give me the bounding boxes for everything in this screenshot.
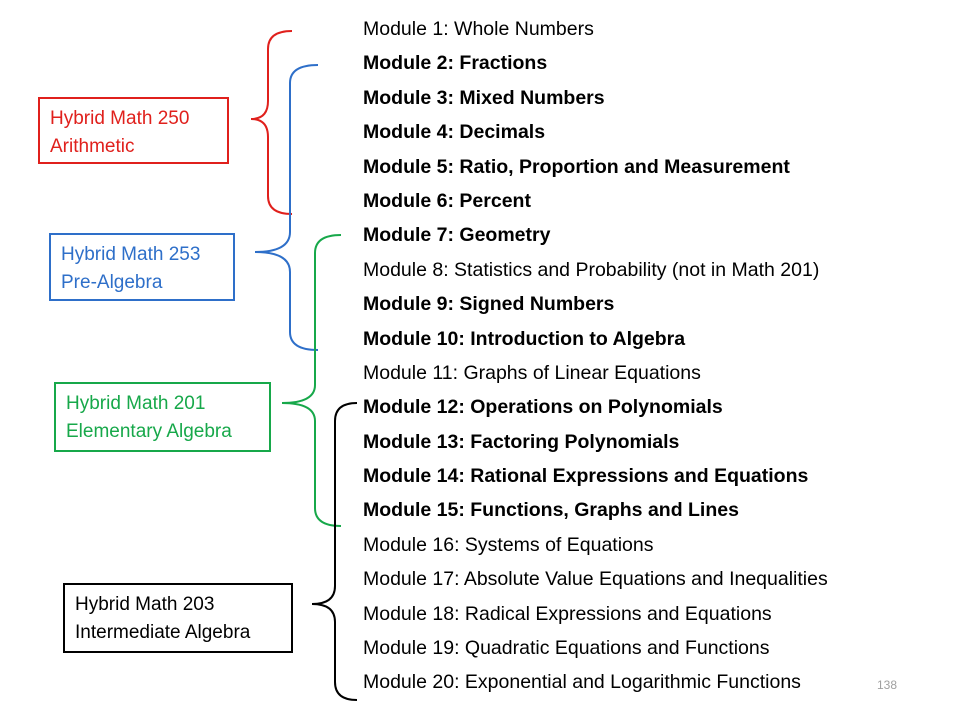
- module-item: Module 18: Radical Expressions and Equations: [363, 602, 772, 625]
- course-subtitle: Pre-Algebra: [61, 272, 163, 293]
- course-subtitle: Arithmetic: [50, 136, 135, 157]
- module-item: Module 11: Graphs of Linear Equations: [363, 361, 701, 384]
- module-item: Module 2: Fractions: [363, 52, 548, 75]
- course-title: Hybrid Math 250: [50, 108, 190, 129]
- module-item: Module 17: Absolute Value Equations and Inequalities: [363, 568, 828, 591]
- module-item: Module 10: Introduction to Algebra: [363, 327, 686, 350]
- bracket-math-253: [255, 65, 318, 350]
- module-item: Module 9: Signed Numbers: [363, 293, 615, 316]
- bracket-math-250: [251, 31, 292, 214]
- module-item: Module 8: Statistics and Probability (not in Math 201): [363, 258, 820, 281]
- module-item: Module 15: Functions, Graphs and Lines: [363, 499, 739, 522]
- course-subtitle: Elementary Algebra: [66, 421, 232, 442]
- bracket-math-203: [312, 403, 357, 700]
- module-item: Module 19: Quadratic Equations and Functions: [363, 637, 770, 660]
- module-item: Module 7: Geometry: [363, 224, 551, 247]
- module-item: Module 4: Decimals: [363, 121, 546, 144]
- module-item: Module 14: Rational Expressions and Equations: [363, 465, 809, 488]
- module-item: Module 5: Ratio, Proportion and Measurement: [363, 155, 790, 178]
- course-subtitle: Intermediate Algebra: [75, 622, 251, 643]
- module-item: Module 3: Mixed Numbers: [363, 86, 605, 109]
- module-item: Module 20: Exponential and Logarithmic Functions: [363, 671, 801, 694]
- module-item: Module 1: Whole Numbers: [363, 18, 594, 40]
- course-title: Hybrid Math 203: [75, 594, 215, 615]
- page-number: 138: [877, 678, 898, 692]
- course-title: Hybrid Math 201: [66, 393, 206, 414]
- module-item: Module 13: Factoring Polynomials: [363, 430, 680, 453]
- module-item: Module 16: Systems of Equations: [363, 533, 654, 556]
- module-list: [363, 12, 828, 700]
- module-item: Module 6: Percent: [363, 189, 531, 212]
- course-title: Hybrid Math 253: [61, 244, 201, 265]
- module-item: Module 12: Operations on Polynomials: [363, 396, 723, 419]
